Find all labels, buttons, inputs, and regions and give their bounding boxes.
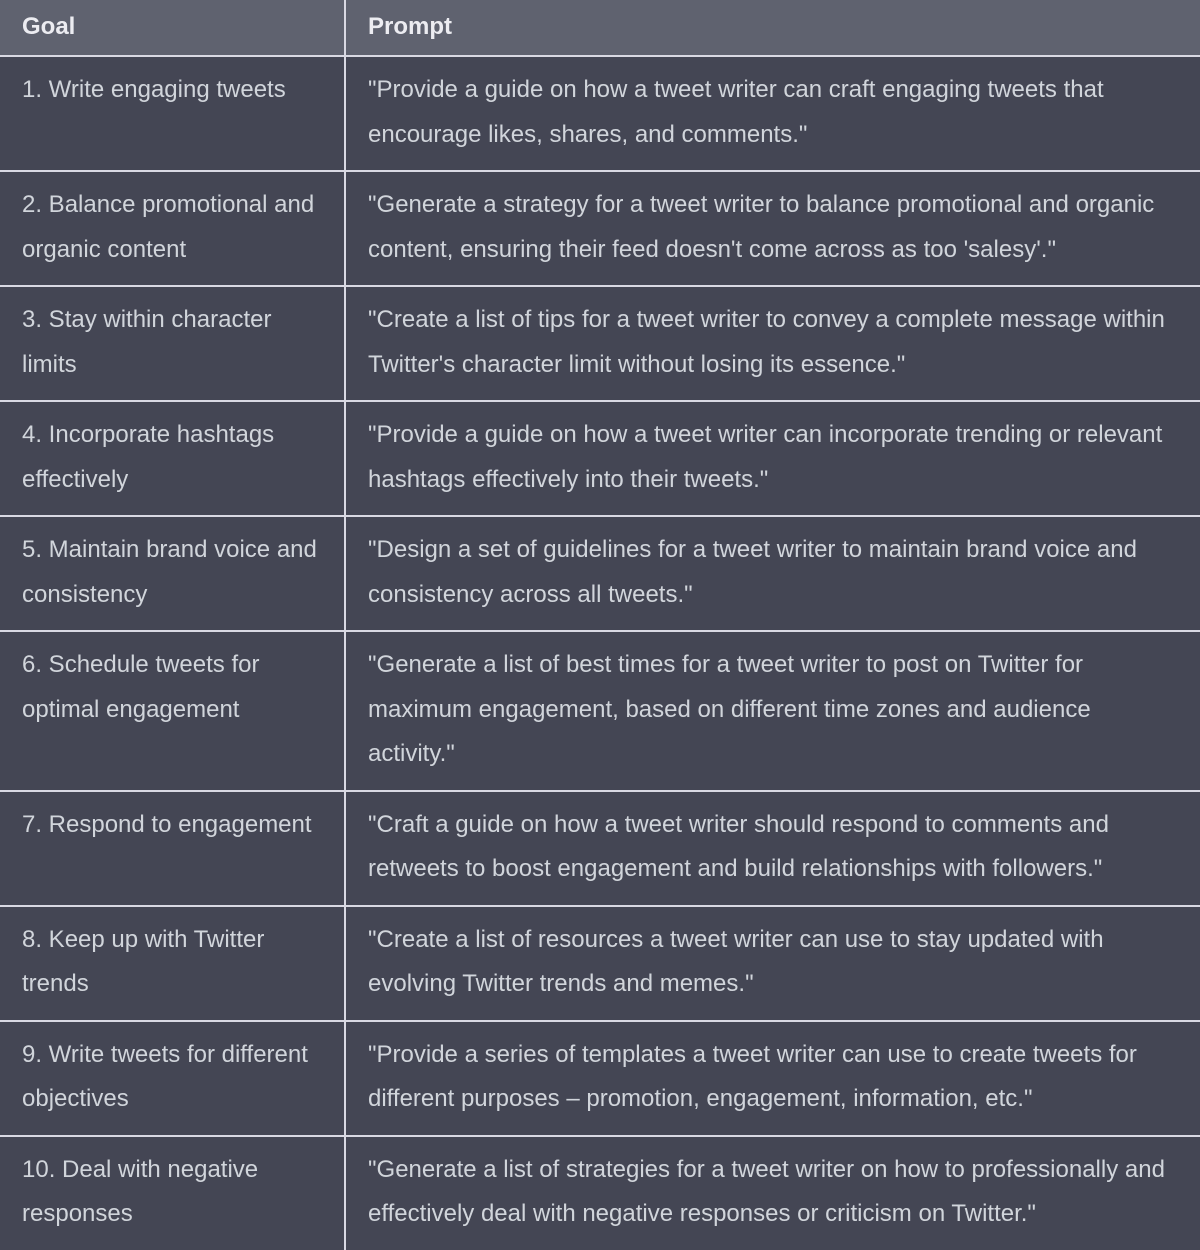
- prompt-cell: "Provide a series of templates a tweet writer can use to create tweets for different purposes – promotion, engagement, information, etc.": [345, 1021, 1200, 1136]
- table-header: [0, 0, 1200, 56]
- goal-cell: 9. Write tweets for different objectives: [0, 1021, 345, 1136]
- header-prompt: Prompt: [345, 0, 1200, 56]
- goal-cell: 8. Keep up with Twitter trends: [0, 906, 345, 1021]
- goal-cell: 5. Maintain brand voice and consistency: [0, 516, 345, 631]
- header-goal: Goal: [0, 0, 345, 56]
- goal-cell: 2. Balance promotional and organic content: [0, 171, 345, 286]
- prompt-cell: "Generate a list of strategies for a tweet writer on how to professionally and effectively deal with negative responses or criticism on Twitter.": [345, 1136, 1200, 1250]
- table-row: [0, 906, 1200, 1021]
- prompt-cell: "Generate a list of best times for a tweet writer to post on Twitter for maximum engagement, based on different time zones and audience activity.": [345, 631, 1200, 791]
- header-row: [0, 0, 1200, 56]
- goal-cell: 10. Deal with negative responses: [0, 1136, 345, 1250]
- table-row: [0, 631, 1200, 791]
- goal-cell: 4. Incorporate hashtags effectively: [0, 401, 345, 516]
- table-body: [0, 56, 1200, 1250]
- table-row: [0, 56, 1200, 171]
- table-row: [0, 401, 1200, 516]
- goal-cell: 1. Write engaging tweets: [0, 56, 345, 171]
- goal-cell: 3. Stay within character limits: [0, 286, 345, 401]
- table-row: [0, 1021, 1200, 1136]
- prompt-cell: "Craft a guide on how a tweet writer should respond to comments and retweets to boost engagement and build relationships with followers.": [345, 791, 1200, 906]
- prompt-cell: "Generate a strategy for a tweet writer to balance promotional and organic content, ensuring their feed doesn't come across as too 'salesy'.": [345, 171, 1200, 286]
- prompt-cell: "Create a list of resources a tweet writer can use to stay updated with evolving Twitter trends and memes.": [345, 906, 1200, 1021]
- goal-cell: 7. Respond to engagement: [0, 791, 345, 906]
- prompt-cell: "Design a set of guidelines for a tweet writer to maintain brand voice and consistency across all tweets.": [345, 516, 1200, 631]
- table-row: [0, 286, 1200, 401]
- table-row: [0, 791, 1200, 906]
- table-row: [0, 171, 1200, 286]
- goal-cell: 6. Schedule tweets for optimal engagement: [0, 631, 345, 791]
- table-row: [0, 1136, 1200, 1250]
- prompt-cell: "Provide a guide on how a tweet writer can incorporate trending or relevant hashtags effectively into their tweets.": [345, 401, 1200, 516]
- prompt-cell: "Create a list of tips for a tweet writer to convey a complete message within Twitter's character limit without losing its essence.": [345, 286, 1200, 401]
- table-row: [0, 516, 1200, 631]
- prompt-cell: "Provide a guide on how a tweet writer can craft engaging tweets that encourage likes, shares, and comments.": [345, 56, 1200, 171]
